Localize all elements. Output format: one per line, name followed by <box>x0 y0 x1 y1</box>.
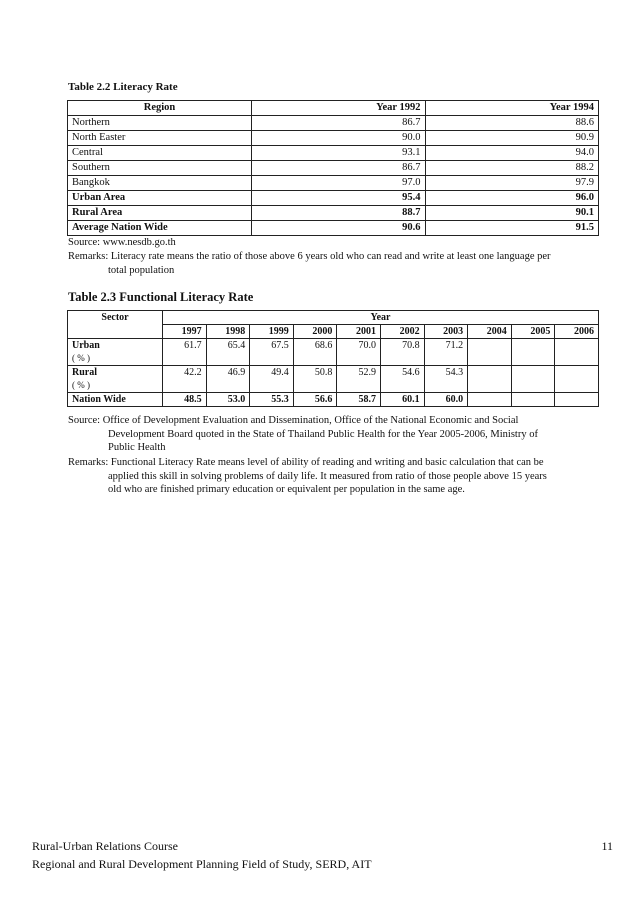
table-2-2-remarks <box>68 250 616 277</box>
value-cell: 48.5 <box>163 393 207 407</box>
value-cell: 70.8 <box>380 339 424 366</box>
value-cell: 42.2 <box>163 366 207 393</box>
region-name: Average Nation Wide <box>68 221 252 236</box>
year-label: 2005 <box>511 325 555 339</box>
table-2-2-source: Source: www.nesdb.go.th <box>68 237 176 248</box>
year-label: 1997 <box>163 325 207 339</box>
table-row <box>68 393 599 407</box>
year-header: Year <box>163 311 599 325</box>
sector-header: Sector <box>68 311 163 339</box>
region-name: Northern <box>68 116 252 131</box>
value-cell <box>511 366 555 393</box>
table-2-3-remarks <box>68 456 616 497</box>
source-line: Public Health <box>108 442 166 453</box>
table-header-row <box>68 101 599 116</box>
year-label: 2006 <box>555 325 599 339</box>
value-1994: 96.0 <box>425 191 599 206</box>
value-cell: 61.7 <box>163 339 207 366</box>
literacy-rate-table <box>67 100 599 236</box>
sector-name: Rural <box>72 367 97 378</box>
region-name: North Easter <box>68 131 252 146</box>
table-header-row <box>68 311 599 325</box>
value-cell <box>468 393 512 407</box>
sector-cell <box>68 339 163 366</box>
value-cell: 58.7 <box>337 393 381 407</box>
region-name: Urban Area <box>68 191 252 206</box>
region-header: Region <box>68 101 252 116</box>
value-1992: 93.1 <box>252 146 426 161</box>
value-cell: 56.6 <box>293 393 337 407</box>
value-cell: 70.0 <box>337 339 381 366</box>
sector-unit: ( % ) <box>72 380 90 390</box>
value-1994: 88.2 <box>425 161 599 176</box>
year-label: 2002 <box>380 325 424 339</box>
year-1994-header: Year 1994 <box>425 101 599 116</box>
year-label: 2000 <box>293 325 337 339</box>
table-row <box>68 116 599 131</box>
remarks-line: total population <box>108 264 175 276</box>
value-cell: 65.4 <box>206 339 250 366</box>
remarks-line: applied this skill in solving problems of daily life. It measured from ratio of those people above 15 years <box>108 470 547 482</box>
value-1994: 91.5 <box>425 221 599 236</box>
sector-unit: ( % ) <box>72 353 90 363</box>
table-2-2-title: Table 2.2 Literacy Rate <box>68 81 178 93</box>
value-cell: 46.9 <box>206 366 250 393</box>
year-label: 1999 <box>250 325 294 339</box>
value-1994: 97.9 <box>425 176 599 191</box>
sector-cell <box>68 393 163 407</box>
value-cell <box>555 339 599 366</box>
value-cell: 49.4 <box>250 366 294 393</box>
value-1992: 86.7 <box>252 161 426 176</box>
value-cell <box>511 393 555 407</box>
table-row <box>68 206 599 221</box>
table-row <box>68 131 599 146</box>
table-row <box>68 146 599 161</box>
page-number: 11 <box>601 839 613 853</box>
value-cell: 60.0 <box>424 393 468 407</box>
value-1994: 94.0 <box>425 146 599 161</box>
remarks-line: Remarks: Functional Literacy Rate means level of ability of reading and writing and basic calculation that can be <box>68 457 544 468</box>
sector-name: Urban <box>72 340 100 351</box>
value-cell: 71.2 <box>424 339 468 366</box>
remarks-line: Remarks: Literacy rate means the ratio of those above 6 years old who can read and write at least one language per <box>68 251 551 262</box>
region-name: Bangkok <box>68 176 252 191</box>
value-cell: 67.5 <box>250 339 294 366</box>
value-1992: 95.4 <box>252 191 426 206</box>
table-row <box>68 176 599 191</box>
value-1992: 90.0 <box>252 131 426 146</box>
table-row <box>68 191 599 206</box>
region-name: Southern <box>68 161 252 176</box>
year-label: 1998 <box>206 325 250 339</box>
remarks-line: old who are finished primary education or equivalent per population in the same age. <box>108 484 465 495</box>
table-2-3-source <box>68 414 616 455</box>
table-row <box>68 366 599 393</box>
year-1992-header: Year 1992 <box>252 101 426 116</box>
value-cell: 68.6 <box>293 339 337 366</box>
value-1992: 86.7 <box>252 116 426 131</box>
value-cell <box>555 366 599 393</box>
footer-program: Regional and Rural Development Planning Field of Study, SERD, AIT <box>32 857 372 871</box>
value-cell: 60.1 <box>380 393 424 407</box>
value-cell: 53.0 <box>206 393 250 407</box>
year-label: 2001 <box>337 325 381 339</box>
value-cell <box>468 339 512 366</box>
year-label: 2003 <box>424 325 468 339</box>
functional-literacy-table <box>67 310 599 407</box>
value-1992: 97.0 <box>252 176 426 191</box>
value-cell <box>511 339 555 366</box>
value-cell: 54.6 <box>380 366 424 393</box>
sector-cell <box>68 366 163 393</box>
source-line: Source: Office of Development Evaluation and Dissemination, Office of the National Economic and Social <box>68 415 519 426</box>
value-cell: 55.3 <box>250 393 294 407</box>
table-row <box>68 339 599 366</box>
value-1994: 88.6 <box>425 116 599 131</box>
value-cell <box>468 366 512 393</box>
year-label: 2004 <box>468 325 512 339</box>
value-1992: 90.6 <box>252 221 426 236</box>
value-cell: 52.9 <box>337 366 381 393</box>
table-row <box>68 221 599 236</box>
footer-course-title: Rural-Urban Relations Course <box>32 839 178 853</box>
source-line: Development Board quoted in the State of Thailand Public Health for the Year 2005-2006, Ministry of <box>108 428 538 440</box>
region-name: Central <box>68 146 252 161</box>
table-row <box>68 161 599 176</box>
value-1992: 88.7 <box>252 206 426 221</box>
value-cell: 54.3 <box>424 366 468 393</box>
value-cell <box>555 393 599 407</box>
value-cell: 50.8 <box>293 366 337 393</box>
value-1994: 90.9 <box>425 131 599 146</box>
region-name: Rural Area <box>68 206 252 221</box>
table-2-3-title: Table 2.3 Functional Literacy Rate <box>68 290 254 304</box>
value-1994: 90.1 <box>425 206 599 221</box>
sector-name: Nation Wide <box>72 394 126 405</box>
